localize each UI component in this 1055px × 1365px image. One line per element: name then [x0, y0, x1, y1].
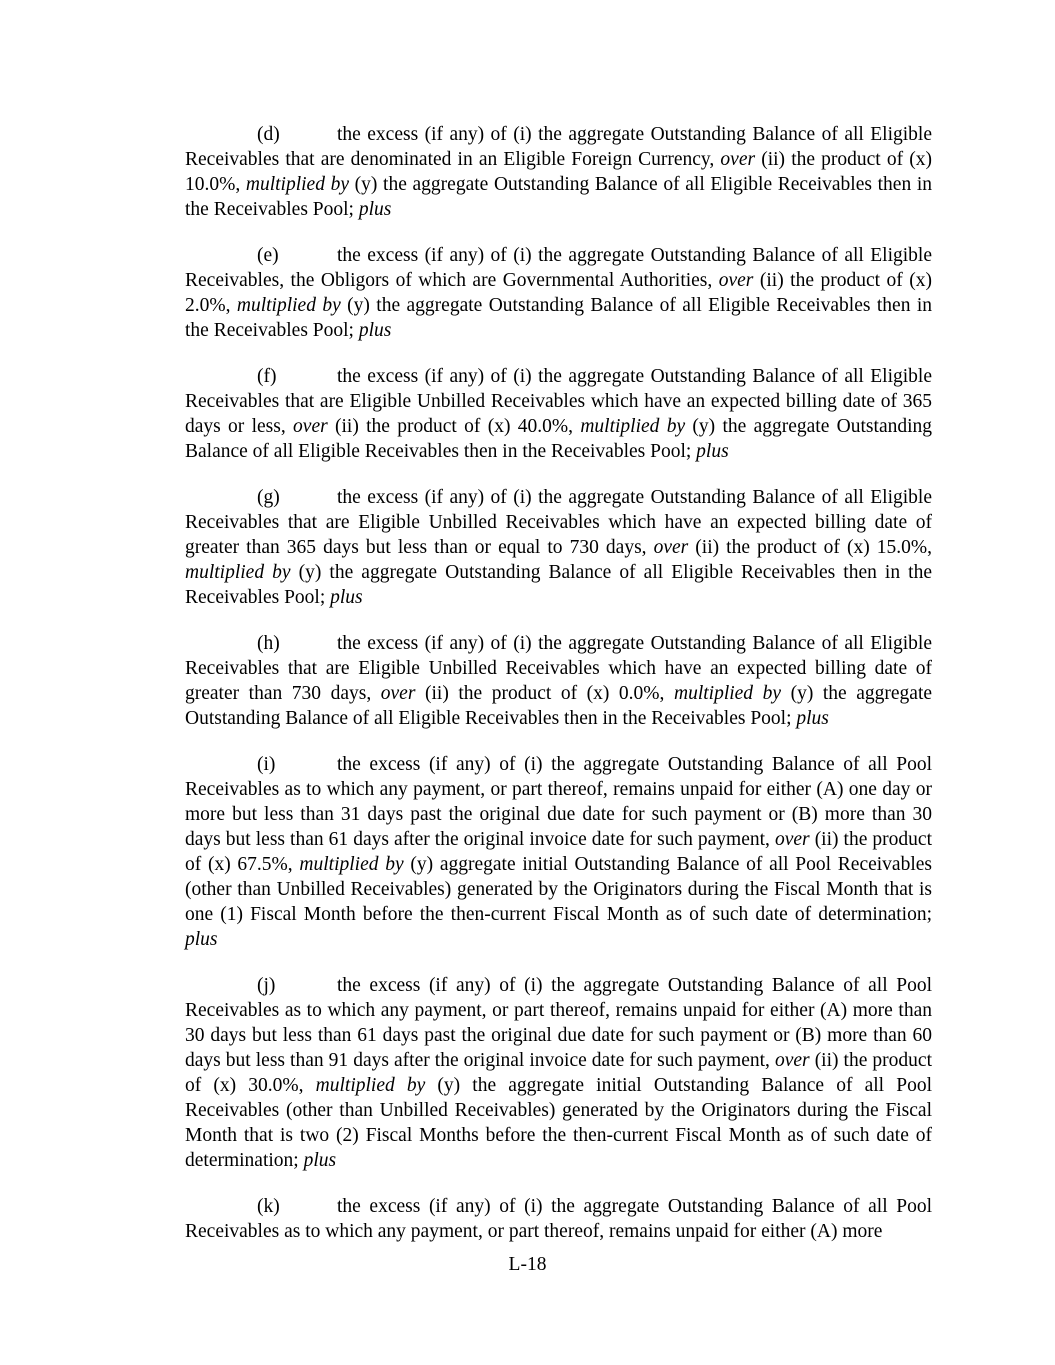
italic-term: over	[718, 270, 754, 291]
paragraph-label: (f)	[257, 366, 277, 387]
paragraph-label: (k)	[257, 1196, 280, 1217]
paragraph-g	[185, 485, 932, 610]
paragraph-label: (g)	[257, 487, 280, 508]
italic-term: over	[774, 1050, 810, 1071]
italic-term: over	[774, 829, 810, 850]
italic-term: plus	[185, 929, 218, 950]
paragraph-text: (y) the aggregate Outstanding Balance of all Eligible Receivables then in the Receivables Pool;	[185, 416, 933, 462]
paragraph-text: the excess (if any) of (i) the aggregate Outstanding Balance of all Pool Receivables as to which any payment, or part thereof, remains unpaid for either (A) more	[185, 1196, 932, 1242]
paragraph-f	[185, 364, 932, 464]
paragraph-text: (ii) the product of (x) 0.0%,	[415, 683, 674, 704]
italic-term: multiplied by	[673, 683, 782, 704]
paragraph-text: (ii) the product of (x) 10.0%,	[185, 149, 932, 195]
paragraph-label: (h)	[257, 633, 280, 654]
italic-term: multiplied by	[299, 854, 404, 875]
paragraph-text: the excess (if any) of (i) the aggregate Outstanding Balance of all Pool Receivables as to which any payment, or part thereof, remains unpaid for either (A) more than 30 days but less than 61 days past the original due date for such payment or (B) more than 60 days but less than 91 days after the original invoice date for such payment,	[185, 975, 932, 1071]
paragraph-text: (ii) the product of (x) 67.5%,	[185, 829, 932, 875]
paragraph-label: (j)	[257, 975, 276, 996]
paragraph-text: the excess (if any) of (i) the aggregate Outstanding Balance of all Eligible Receivables that are Eligible Unbilled Receivables which have an expected billing date of 365 days or less,	[185, 366, 932, 437]
paragraph-text: the excess (if any) of (i) the aggregate Outstanding Balance of all Pool Receivables as to which any payment, or part thereof, remains unpaid for either (A) one day or more but less than 31 days past the original due date for such payment or (B) more than 30 days but less than 61 days after the original invoice date for such payment,	[185, 754, 932, 850]
italic-term: over	[720, 149, 756, 170]
italic-term: plus	[330, 587, 363, 608]
italic-term: plus	[303, 1150, 337, 1171]
paragraph-label: (i)	[257, 754, 276, 775]
italic-term: multiplied by	[580, 416, 686, 437]
document-body	[185, 122, 932, 1265]
paragraph-d	[185, 122, 932, 222]
paragraph-text: the excess (if any) of (i) the aggregate Outstanding Balance of all Eligible Receivables, the Obligors of which are Governmental Authorities,	[185, 245, 932, 291]
paragraph-e	[185, 243, 932, 343]
paragraph-text: the excess (if any) of (i) the aggregate Outstanding Balance of all Eligible Receivables that are Eligible Unbilled Receivables which have an expected billing date of greater than 730 days,	[185, 633, 932, 704]
italic-term: over	[653, 537, 689, 558]
paragraph-text: the excess (if any) of (i) the aggregate Outstanding Balance of all Eligible Receivables that are denominated in an Eligible Foreign Currency,	[185, 124, 932, 170]
paragraph-text: (ii) the product of (x) 15.0%,	[688, 537, 933, 558]
page-number: L-18	[508, 1254, 547, 1275]
italic-term: plus	[358, 320, 392, 341]
italic-term: multiplied by	[315, 1075, 426, 1096]
italic-term: over	[380, 683, 416, 704]
paragraph-text: (y) the aggregate Outstanding Balance of all Eligible Receivables then in the Receivables Pool;	[185, 295, 933, 341]
paragraph-text: (y) the aggregate Outstanding Balance of all Eligible Receivables then in the Receivables Pool;	[185, 174, 933, 220]
paragraph-text: (ii) the product of (x) 2.0%,	[185, 270, 932, 316]
italic-term: multiplied by	[185, 562, 291, 583]
paragraph-text: (ii) the product of (x) 30.0%,	[185, 1050, 932, 1096]
paragraph-text: (y) aggregate initial Outstanding Balance of all Pool Receivables (other than Unbilled Receivables) generated by the Originators during the Fiscal Month that is one (1) Fiscal Month before the then-current Fiscal Month as of such date of determination;	[185, 854, 932, 925]
italic-term: plus	[696, 441, 729, 462]
paragraph-text: the excess (if any) of (i) the aggregate Outstanding Balance of all Eligible Receivables that are Eligible Unbilled Receivables which have an expected billing date of greater than 365 days but less than or equal to 730 days,	[185, 487, 932, 558]
paragraph-label: (e)	[257, 245, 279, 266]
paragraph-text: (y) the aggregate Outstanding Balance of all Eligible Receivables then in the Receivables Pool;	[185, 683, 933, 729]
italic-term: plus	[796, 708, 829, 729]
paragraph-i	[185, 752, 932, 952]
paragraph-label: (d)	[257, 124, 280, 145]
italic-term: multiplied by	[236, 295, 341, 316]
italic-term: multiplied by	[245, 174, 350, 195]
italic-term: over	[293, 416, 328, 437]
paragraph-text: (y) the aggregate Outstanding Balance of all Eligible Receivables then in the Receivables Pool;	[185, 562, 932, 608]
paragraph-k	[185, 1194, 932, 1244]
paragraph-h	[185, 631, 932, 731]
paragraph-j	[185, 973, 932, 1173]
paragraph-text: (ii) the product of (x) 40.0%,	[327, 416, 581, 437]
italic-term: plus	[358, 199, 392, 220]
paragraph-text: (y) the aggregate initial Outstanding Balance of all Pool Receivables (other than Unbilled Receivables) generated by the Originators during the Fiscal Month that is two (2) Fiscal Months before the then-current Fiscal Month as of such date of determination;	[185, 1075, 932, 1171]
